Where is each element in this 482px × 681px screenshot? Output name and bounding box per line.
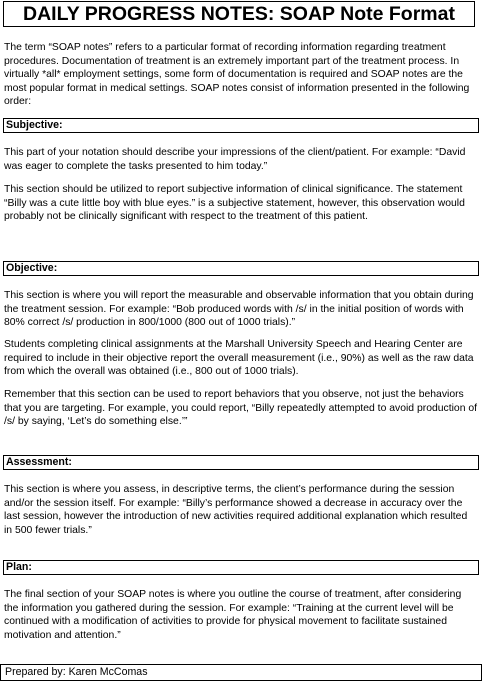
plan-heading: Plan: [3, 560, 479, 575]
subjective-heading: Subjective: [3, 118, 479, 133]
intro-paragraph: The term “SOAP notes” refers to a particular format of recording information regarding treatment procedures. Documentation of treatment is an extremely important part of the treatment process. In virtually *all* employment settings, some form of documentation is required and SOAP notes are the most popular format in medical settings. SOAP notes consist of information presented in the following order: [4, 42, 470, 107]
assessment-heading: Assessment: [3, 455, 479, 470]
subjective-paragraph-1: This part of your notation should describe your impressions of the client/patient. For example: “David was eager to complete the tasks presented to him today.” [4, 147, 466, 172]
objective-paragraph-1: This section is where you will report the measurable and observable information that you obtain during the treatment session. For example: “Bob produced words with /s/ in the initial position of words with 80% correct /s/ production in 800/1000 (800 out of 1000 trials).” [4, 290, 474, 328]
objective-paragraph-3: Remember that this section can be used to report behaviors that you observe, not just the behaviors that you are targeting. For example, you could report, “Billy repeatedly attempted to avoid production of /s/ by saying, ‘Let’s do something else.’” [4, 389, 478, 427]
objective-paragraph-2: Students completing clinical assignments at the Marshall University Speech and Hearing Center are required to include in their objective report the overall measurement (i.e., 90%) as well as the raw data from which the overall was obtained (i.e., 800 out of 1000 trials). [4, 339, 474, 377]
prepared-by-footer: Prepared by: Karen McComas [0, 664, 482, 681]
plan-paragraph: The final section of your SOAP notes is where you outline the course of treatment, after considering the information you gathered during the session. For example: “Training at the current level will be continued with a modification of activities to provide for physical movement to facilitate sustained motivation and attention.” [4, 589, 462, 641]
assessment-paragraph: This section is where you assess, in descriptive terms, the client’s performance during the session and/or the session itself. For example: “Billy’s performance showed a decrease in accuracy over the last session, however the introduction of new activities required additional explanation which resulted in 500 fewer trials.” [4, 484, 468, 536]
subjective-paragraph-2: This section should be utilized to report subjective information of clinical significance. The statement “Billy was a cute little boy with blue eyes.” is a subjective statement, however, this observation would probably not be clinically significant with respect to the treatment of this patient. [4, 184, 465, 222]
page-title: DAILY PROGRESS NOTES: SOAP Note Format [3, 1, 475, 27]
objective-heading: Objective: [3, 261, 479, 276]
